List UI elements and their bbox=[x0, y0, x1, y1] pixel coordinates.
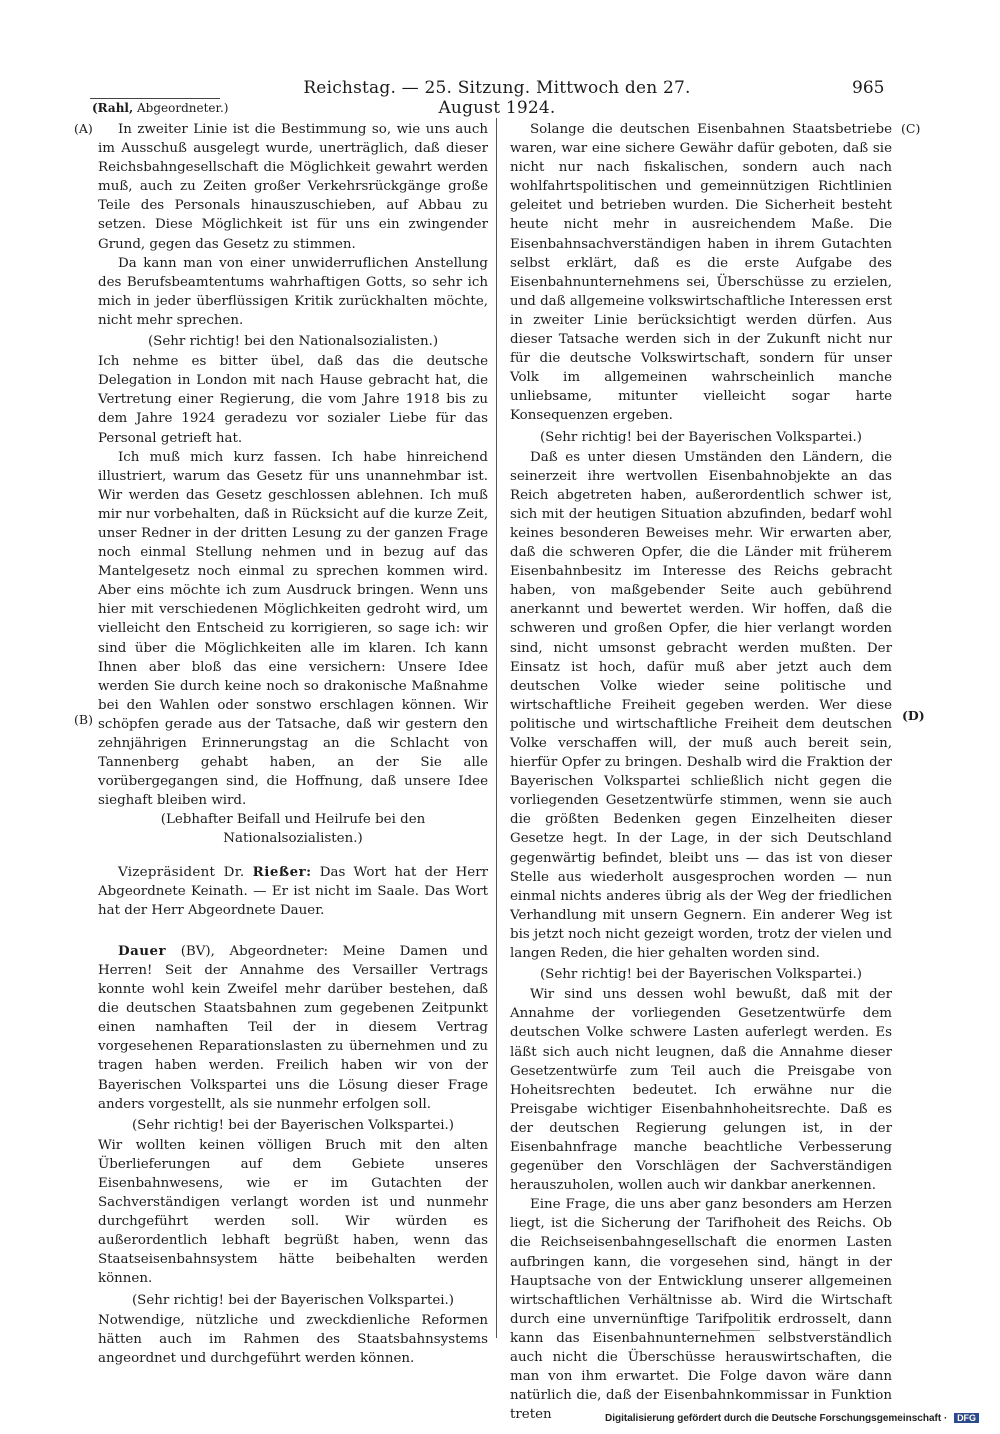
interjection: (Sehr richtig! bei der Bayerischen Volkspartei.) bbox=[131, 1292, 455, 1308]
speaker-paragraph bbox=[98, 863, 488, 920]
interjection: (Sehr richtig! bei der Bayerischen Volkspartei.) bbox=[539, 967, 863, 983]
footer-rule bbox=[720, 1330, 760, 1331]
paragraph: Ich nehme es bitter übel, daß das die deutsche Delegation in London mit nach Hause gebracht hat, die Vertretung einer Regierung, die vom Jahre 1918 bis zu dem Jahre 1924 geradezu vor sozialer Liebe für das Personal getrieft hat. bbox=[98, 354, 488, 446]
margin-mark-d: (D) bbox=[902, 708, 925, 723]
footer-credit bbox=[605, 1413, 979, 1424]
right-column bbox=[510, 120, 892, 1424]
speaker-role: Abgeordneter.) bbox=[137, 101, 229, 115]
footer-text: Digitalisierung gefördert durch die Deutsche Forschungsgemeinschaft · bbox=[605, 1413, 948, 1424]
top-rule bbox=[90, 98, 220, 99]
paragraph: Wir sind uns dessen wohl bewußt, daß mit der Annahme der vorliegenden Gesetzentwürfe dem deutschen Volke schwere Lasten auferlegt werden. Es läßt sich auch nicht leugnen, daß die Annahme dieser Gesetzentwürfe zum Teil auch die Preisgabe von Hoheitsrechten bedeutet. Ich erwähne nur die Preisgabe wichtiger Eisenbahnhoheitsrechte. Daß es der deutschen Regierung gelungen ist, in der Eisenbahnfrage manche beachtliche Verbesserung gegenüber den Vorschlägen der Sachverständigen herauszuholen, wollen auch wir dankbar anerkennen. bbox=[510, 987, 892, 1194]
paragraph: Da kann man von einer unwiderruflichen Anstellung des Berufsbeamtentums wahrhaftigen Gotts, so sehr ich mich in jeder überflüssigen Kritik zurückhalten möchte, nicht mehr sprechen. bbox=[98, 255, 488, 328]
speaker-paragraph bbox=[98, 942, 488, 1114]
interjection: (Lebhafter Beifall und Heilrufe bei den Nationalsozialisten.) bbox=[160, 812, 426, 847]
margin-mark-b: (B) bbox=[74, 712, 93, 727]
running-head: Reichstag. — 25. Sitzung. Mittwoch den 27. August 1924. bbox=[303, 78, 691, 118]
page-number: 965 bbox=[852, 78, 885, 98]
speaker-name: Dauer bbox=[118, 942, 167, 959]
margin-mark-a: (A) bbox=[74, 121, 93, 136]
paragraph: Notwendige, nützliche und zweckdienliche Reformen hätten auch im Rahmen des Staatsbahnsystems angeordnet und durchgeführt werden können. bbox=[98, 1312, 488, 1366]
speaker-name: Rießer: bbox=[252, 863, 312, 880]
interjection: (Sehr richtig! bei der Bayerischen Volkspartei.) bbox=[539, 429, 863, 445]
paragraph: Daß es unter diesen Umständen den Ländern, die seinerzeit ihre wertvollen Eisenbahnobjekte an das Reich abgetreten haben, außerordentlich schwer ist, sich mit der heutigen Situation abzufinden, bedarf wohl keines besonderen Beweises mehr. Wir erwarten aber, daß die schweren Opfer, die die Länder mit früherem Eisenbahnbesitz im Interesse des Reichs gebracht haben, von maßgebender Seite auch gebührend anerkannt und bewertet werden. Wir hoffen, daß die schweren und großen Opfer, die hier verlangt worden sind, nicht umsonst gebracht werden mußten. Der Einsatz ist hoch, dafür muß aber jetzt auch dem deutschen Volke wieder seine politische und wirtschaftliche Freiheit gegeben werden. Wer diese politische und wirtschaftliche Freiheit dem deutschen Volke verschaffen will, der muß auch bereit sein, hierfür Opfer zu bringen. Deshalb wird die Fraktion der Bayerischen Volkspartei schließlich nicht gegen die vorliegenden Gesetzentwürfe stimmen, wenn sie auch die größten Bedenken gegen Einzelheiten dieser Gesetze hegt. In der Lage, in der sich Deutschland gegenwärtig befindet, bleibt uns — das ist von dieser Stelle aus wiederholt ausgesprochen worden — nun einmal nichts anderes übrig als der Weg der friedlichen Verhandlung mit unsern Gegnern. Ein anderer Weg ist bis jetzt noch nicht gezeigt worden, trotz der vielen und langen Reden, die hier gehalten worden sind. bbox=[510, 449, 892, 962]
left-column bbox=[98, 120, 488, 1368]
interjection: (Sehr richtig! bei den Nationalsozialisten.) bbox=[147, 334, 439, 350]
paragraph: Wir wollten keinen völligen Bruch mit den alten Überlieferungen auf dem Gebiete unseres Eisenbahnwesens, wie er im Gutachten der Sachverständigen verlangt worden ist und nunmehr durchgeführt werden soll. Wir würden es außerordentlich lebhaft begrüßt haben, wenn das Staatseisenbahnsystem hätte beibehalten werden können. bbox=[98, 1137, 488, 1287]
interjection: (Sehr richtig! bei der Bayerischen Volkspartei.) bbox=[131, 1117, 455, 1133]
speaker-title: Vizepräsident Dr. bbox=[118, 864, 245, 880]
paragraph: Solange die deutschen Eisenbahnen Staatsbetriebe waren, war eine sichere Gewähr dafür geboten, daß sie nicht nur nach fiskalischen, sondern auch nach wohlfahrtspolitischen und gemeinnützigen Richtlinien geleitet und betrieben wurden. Die Sicherheit besteht heute nicht mehr in ausreichendem Maße. Die Eisenbahnsachverständigen haben in ihrem Gutachten selbst erklärt, daß es die erste Aufgabe des Eisenbahnunternehmens sei, Überschüsse zu erzielen, und daß allgemeine volkswirtschaftliche Interessen erst in zweiter Linie berücksichtigt werden dürfen. Aus dieser Tatsache werden sich in der Zukunft nicht nur für die deutsche Volkswirtschaft, sondern für unser Volk im allgemeinen wahrscheinlich manche unliebsame, mitunter vielleicht sogar harte Konsequenzen ergeben. bbox=[510, 122, 892, 424]
dfg-logo: DFG bbox=[954, 1413, 979, 1423]
paragraph: Ich muß mich kurz fassen. Ich habe hinreichend illustriert, warum das Gesetz für uns unannehmbar ist. Wir werden das Gesetz geschlossen ablehnen. Ich muß mir nur vorbehalten, daß in Rücksicht auf die kurze Zeit, unser Redner in der dritten Lesung zu der ganzen Frage noch einmal Stellung nehmen und in bezug auf das Mantelgesetz noch einmal zu sprechen kommen wird. Aber eins möchte ich zum Ausdruck bringen. Wenn uns hier mit verschiedenen Möglichkeiten gedroht wird, um vielleicht den Entscheid zu korrigieren, so sage ich: wir sind über die Möglichkeiten alle im klaren. Ich kann Ihnen aber bloß das eine versichern: Unsere Idee werden Sie durch keine noch so drakonische Maßnahme bei den Wahlen oder sonstwo erschlagen können. Wir schöpfen gerade aus der Tatsache, daß wir gestern den zehnjährigen Erinnerungstag an die Schlacht von Tannenberg gehabt haben, an der Sie alle vorübergegangen sind, die Hoffnung, daß unsere Idee sieghaft bleiben wird. bbox=[98, 449, 488, 809]
speaker-name: (Rahl, bbox=[92, 101, 134, 115]
speech-text: (BV), Abgeordneter: Meine Damen und Herren! Seit der Annahme des Versailler Vertrags konnte wohl kein Zweifel mehr darüber bestehen, daß die deutschen Staatsbahnen zum gegebenen Zeitpunkt einen namhaften Teil der in diesem Vertrag vorgesehenen Reparationslasten zu übernehmen und zu tragen haben werden. Freilich haben wir von der Bayerischen Volkspartei uns die Lösung dieser Frage anders vorgestellt, als sie nunmehr erfolgen soll. bbox=[98, 943, 488, 1112]
speech-text: Das Wort hat der Herr Abgeordnete Keinath. — Er ist nicht im Saale. Das Wort hat der Herr Abgeordnete Dauer. bbox=[98, 864, 489, 918]
paragraph: In zweiter Linie ist die Bestimmung so, wie uns auch im Ausschuß ausgelegt wurde, unerträglich, daß dieser Reichsbahngesellschaft die Möglichkeit gewahrt werden muß, auch zu Zeiten großer Verkehrsrückgänge große Teile des Personals hinauszuschieben, auf Abbau zu setzen. Diese Möglichkeit ist für uns ein zwingender Grund, gegen das Gesetz zu stimmen. bbox=[98, 122, 488, 252]
column-divider bbox=[496, 118, 497, 1338]
continued-speaker bbox=[92, 101, 228, 115]
margin-mark-c: (C) bbox=[901, 121, 921, 136]
paragraph: Eine Frage, die uns aber ganz besonders am Herzen liegt, ist die Sicherung der Tarifhoheit des Reichs. Ob die Reichseisenbahngesellschaft die enormen Lasten aufbringen kann, die vorgesehen sind, hängt in der Hauptsache von der Entwicklung unserer allgemeinen wirtschaftlichen Verhältnisse ab. Wird die Wirtschaft durch eine unvernünftige Tarifpolitik erdrosselt, dann kann das Eisenbahnunternehmen selbstverständlich auch nicht die Überschüsse herauswirtschaften, die man von ihm erwartet. Die Folge davon wäre dann natürlich die, daß der Eisenbahnkommissar in Funktion treten bbox=[510, 1197, 892, 1423]
